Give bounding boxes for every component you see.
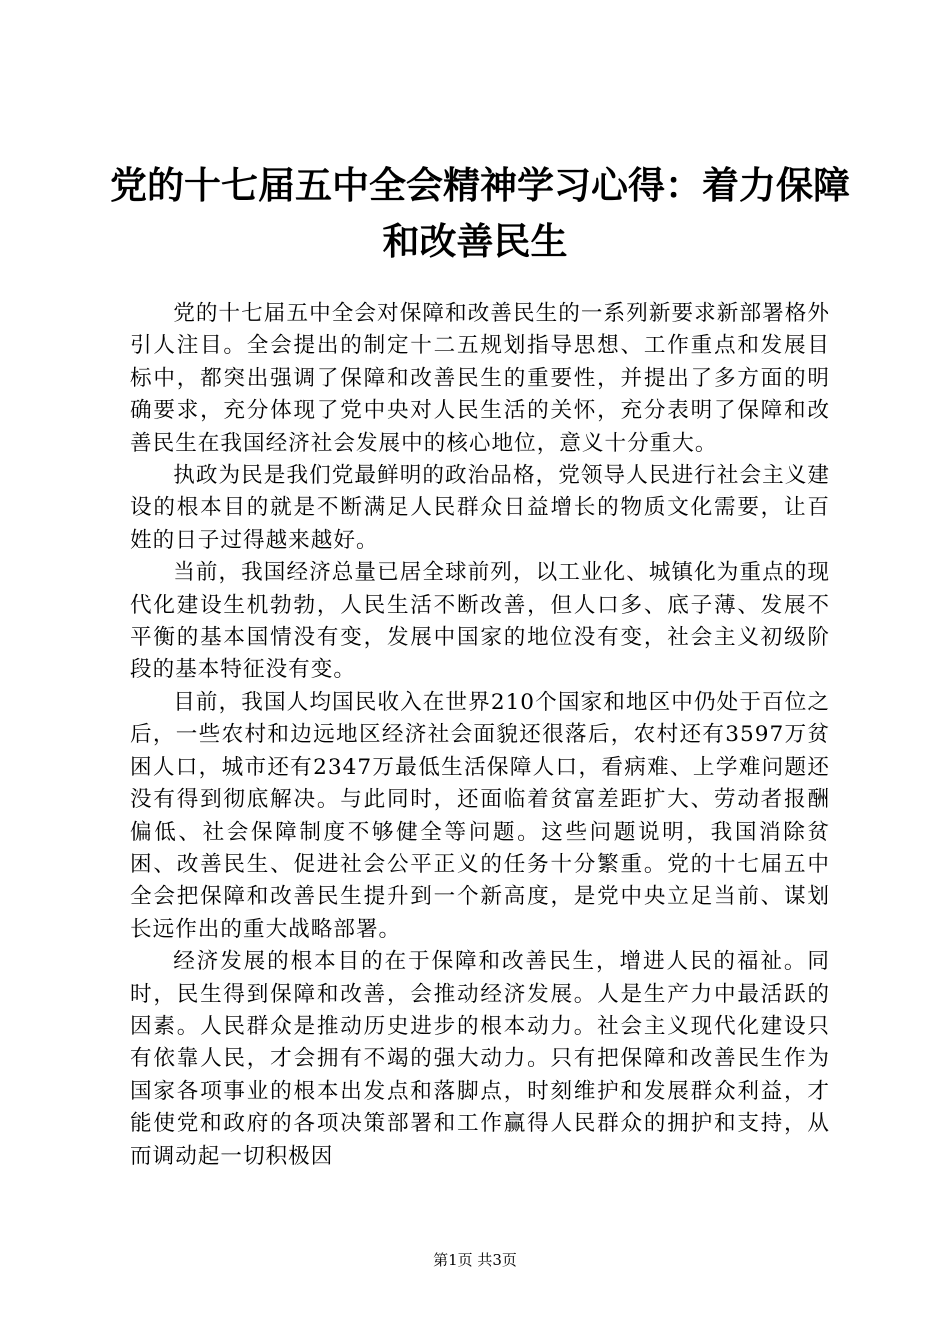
paragraph-5: 经济发展的根本目的在于保障和改善民生，增进人民的福祉。同时，民生得到保障和改善，会推动经济发展。人是生产力中最活跃的因素。人民群众是推动历史进步的根本动力。社会主义现代化建设只有依靠人民，才会拥有不竭的强大动力。只有把保障和改善民生作为国家各项事业的根本出发点和落脚点，时刻维护和发展群众利益，才能使党和政府的各项决策部署和工作赢得人民群众的拥护和支持，从而调动起一切积极因 bbox=[130, 949, 830, 1169]
document-body bbox=[130, 298, 830, 1173]
paragraph-2: 执政为民是我们党最鲜明的政治品格，党领导人民进行社会主义建设的根本目的就是不断满足人民群众日益增长的物质文化需要，让百姓的日子过得越来越好。 bbox=[130, 463, 830, 553]
paragraph-4: 目前，我国人均国民收入在世界210个国家和地区中仍处于百位之后，一些农村和边远地区经济社会面貌还很落后，农村还有3597万贫困人口，城市还有2347万最低生活保障人口，看病难、上学难问题还没有得到彻底解决。与此同时，还面临着贫富差距扩大、劳动者报酬偏低、社会保障制度不够健全等问题。这些问题说明，我国消除贫困、改善民生、促进社会公平正义的任务十分繁重。党的十七届五中全会把保障和改善民生提升到一个新高度，是党中央立足当前、谋划长远作出的重大战略部署。 bbox=[130, 689, 830, 942]
paragraph-1: 党的十七届五中全会对保障和改善民生的一系列新要求新部署格外引人注目。全会提出的制定十二五规划指导思想、工作重点和发展目标中，都突出强调了保障和改善民生的重要性，并提出了多方面的明确要求，充分体现了党中央对人民生活的关怀，充分表明了保障和改善民生在我国经济社会发展中的核心地位，意义十分重大。 bbox=[130, 301, 830, 456]
paragraph-3: 当前，我国经济总量已居全球前列，以工业化、城镇化为重点的现代化建设生机勃勃，人民生活不断改善，但人口多、底子薄、发展不平衡的基本国情没有变，发展中国家的地位没有变，社会主义初级阶段的基本特征没有变。 bbox=[130, 560, 830, 683]
page-number-footer: 第1页 共3页 bbox=[433, 1251, 517, 1269]
document-title-line-1: 党的十七届五中全会精神学习心得：着力保障 bbox=[110, 164, 850, 207]
document-title-line-2: 和改善民生 bbox=[382, 220, 568, 263]
